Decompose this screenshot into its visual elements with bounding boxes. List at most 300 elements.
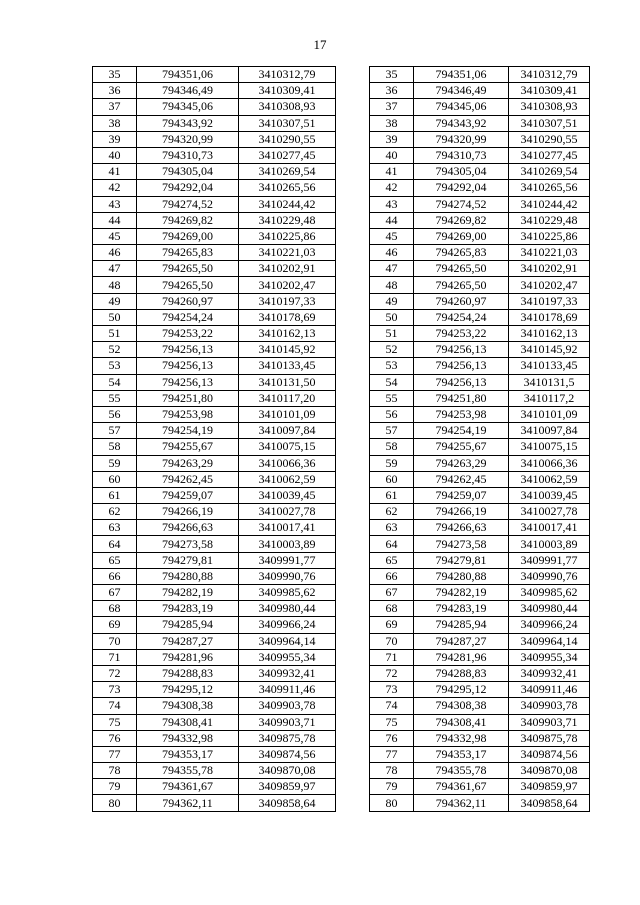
coordinates-table-left-body [93,67,336,812]
table-row [370,423,590,439]
y-coordinate-cell: 3410133,45 [509,358,590,374]
point-number-cell: 37 [93,99,137,115]
table-row [370,568,590,584]
y-coordinate-cell: 3410265,56 [239,180,336,196]
y-coordinate-cell: 3409955,34 [239,649,336,665]
y-coordinate-cell: 3410290,55 [509,131,590,147]
y-coordinate-cell: 3410131,50 [239,374,336,390]
x-coordinate-cell: 794351,06 [137,67,239,83]
x-coordinate-cell: 794279,81 [414,552,509,568]
y-coordinate-cell: 3409991,77 [239,552,336,568]
x-coordinate-cell: 794256,13 [414,342,509,358]
y-coordinate-cell: 3409980,44 [509,601,590,617]
table-row [93,665,336,681]
x-coordinate-cell: 794254,19 [414,423,509,439]
table-row [370,261,590,277]
point-number-cell: 77 [370,746,414,762]
x-coordinate-cell: 794353,17 [414,746,509,762]
x-coordinate-cell: 794266,19 [414,504,509,520]
x-coordinate-cell: 794346,49 [414,83,509,99]
x-coordinate-cell: 794259,07 [137,487,239,503]
table-row [93,358,336,374]
point-number-cell: 38 [370,115,414,131]
table-row [93,585,336,601]
table-row [370,115,590,131]
table-row [93,115,336,131]
point-number-cell: 55 [93,390,137,406]
x-coordinate-cell: 794256,13 [137,374,239,390]
y-coordinate-cell: 3409858,64 [239,795,336,811]
table-row [93,746,336,762]
point-number-cell: 62 [370,504,414,520]
point-number-cell: 75 [93,714,137,730]
y-coordinate-cell: 3409985,62 [239,585,336,601]
point-number-cell: 42 [93,180,137,196]
x-coordinate-cell: 794355,78 [414,763,509,779]
y-coordinate-cell: 3409875,78 [509,730,590,746]
point-number-cell: 46 [370,245,414,261]
x-coordinate-cell: 794320,99 [137,131,239,147]
point-number-cell: 57 [370,423,414,439]
x-coordinate-cell: 794361,67 [137,779,239,795]
point-number-cell: 72 [93,665,137,681]
table-row [93,455,336,471]
x-coordinate-cell: 794255,67 [137,439,239,455]
table-row [370,439,590,455]
table-row [93,763,336,779]
point-number-cell: 61 [93,487,137,503]
point-number-cell: 42 [370,180,414,196]
table-row [93,439,336,455]
point-number-cell: 56 [370,406,414,422]
table-row [93,714,336,730]
point-number-cell: 62 [93,504,137,520]
x-coordinate-cell: 794343,92 [414,115,509,131]
table-row [93,649,336,665]
point-number-cell: 39 [93,131,137,147]
x-coordinate-cell: 794283,19 [414,601,509,617]
table-row [93,423,336,439]
coordinates-table-right-body [370,67,590,812]
table-row [370,585,590,601]
table-row [93,277,336,293]
table-row [370,471,590,487]
x-coordinate-cell: 794281,96 [137,649,239,665]
y-coordinate-cell: 3410269,54 [509,164,590,180]
x-coordinate-cell: 794343,92 [137,115,239,131]
x-coordinate-cell: 794263,29 [414,455,509,471]
x-coordinate-cell: 794253,98 [414,406,509,422]
point-number-cell: 66 [370,568,414,584]
table-row [370,763,590,779]
x-coordinate-cell: 794292,04 [414,180,509,196]
point-number-cell: 64 [93,536,137,552]
y-coordinate-cell: 3410229,48 [239,212,336,228]
table-row [370,487,590,503]
point-number-cell: 54 [370,374,414,390]
table-row [370,601,590,617]
y-coordinate-cell: 3410312,79 [509,67,590,83]
x-coordinate-cell: 794305,04 [137,164,239,180]
point-number-cell: 75 [370,714,414,730]
point-number-cell: 67 [370,585,414,601]
table-row [370,455,590,471]
x-coordinate-cell: 794253,22 [414,326,509,342]
point-number-cell: 78 [370,763,414,779]
y-coordinate-cell: 3409903,71 [239,714,336,730]
x-coordinate-cell: 794308,41 [414,714,509,730]
x-coordinate-cell: 794295,12 [414,682,509,698]
point-number-cell: 49 [370,293,414,309]
table-row [93,552,336,568]
y-coordinate-cell: 3410202,47 [239,277,336,293]
y-coordinate-cell: 3409858,64 [509,795,590,811]
table-row [93,180,336,196]
point-number-cell: 47 [370,261,414,277]
y-coordinate-cell: 3410027,78 [509,504,590,520]
x-coordinate-cell: 794353,17 [137,746,239,762]
point-number-cell: 68 [370,601,414,617]
x-coordinate-cell: 794265,50 [414,261,509,277]
table-row [93,698,336,714]
point-number-cell: 56 [93,406,137,422]
table-row [93,471,336,487]
point-number-cell: 74 [370,698,414,714]
table-row [370,358,590,374]
point-number-cell: 36 [93,83,137,99]
x-coordinate-cell: 794265,83 [137,245,239,261]
point-number-cell: 50 [93,309,137,325]
point-number-cell: 45 [370,228,414,244]
point-number-cell: 70 [93,633,137,649]
point-number-cell: 59 [370,455,414,471]
x-coordinate-cell: 794269,00 [414,228,509,244]
y-coordinate-cell: 3410075,15 [509,439,590,455]
table-row [93,568,336,584]
table-row [93,67,336,83]
point-number-cell: 53 [370,358,414,374]
y-coordinate-cell: 3410117,2 [509,390,590,406]
coordinates-table-right [369,66,590,812]
y-coordinate-cell: 3409874,56 [239,746,336,762]
point-number-cell: 61 [370,487,414,503]
y-coordinate-cell: 3410244,42 [239,196,336,212]
table-row [93,779,336,795]
x-coordinate-cell: 794362,11 [414,795,509,811]
x-coordinate-cell: 794253,22 [137,326,239,342]
x-coordinate-cell: 794266,63 [414,520,509,536]
table-row [370,633,590,649]
y-coordinate-cell: 3410202,91 [509,261,590,277]
y-coordinate-cell: 3410269,54 [239,164,336,180]
table-row [370,293,590,309]
coordinates-table-left [92,66,336,812]
table-row [370,374,590,390]
table-row [93,601,336,617]
y-coordinate-cell: 3410162,13 [239,326,336,342]
y-coordinate-cell: 3410062,59 [509,471,590,487]
y-coordinate-cell: 3410225,86 [509,228,590,244]
y-coordinate-cell: 3410309,41 [239,83,336,99]
y-coordinate-cell: 3410131,5 [509,374,590,390]
table-row [370,746,590,762]
point-number-cell: 44 [93,212,137,228]
point-number-cell: 57 [93,423,137,439]
y-coordinate-cell: 3410244,42 [509,196,590,212]
y-coordinate-cell: 3409964,14 [239,633,336,649]
table-row [370,342,590,358]
table-row [370,795,590,811]
y-coordinate-cell: 3409980,44 [239,601,336,617]
x-coordinate-cell: 794308,41 [137,714,239,730]
x-coordinate-cell: 794280,88 [414,568,509,584]
y-coordinate-cell: 3409990,76 [509,568,590,584]
y-coordinate-cell: 3409903,71 [509,714,590,730]
x-coordinate-cell: 794308,38 [414,698,509,714]
x-coordinate-cell: 794351,06 [414,67,509,83]
point-number-cell: 68 [93,601,137,617]
x-coordinate-cell: 794260,97 [137,293,239,309]
y-coordinate-cell: 3410066,36 [239,455,336,471]
y-coordinate-cell: 3410101,09 [509,406,590,422]
point-number-cell: 44 [370,212,414,228]
table-row [93,164,336,180]
y-coordinate-cell: 3410221,03 [239,245,336,261]
y-coordinate-cell: 3410290,55 [239,131,336,147]
y-coordinate-cell: 3409875,78 [239,730,336,746]
y-coordinate-cell: 3410017,41 [509,520,590,536]
y-coordinate-cell: 3410197,33 [239,293,336,309]
point-number-cell: 40 [370,147,414,163]
y-coordinate-cell: 3409859,97 [239,779,336,795]
y-coordinate-cell: 3410265,56 [509,180,590,196]
x-coordinate-cell: 794292,04 [137,180,239,196]
point-number-cell: 69 [93,617,137,633]
point-number-cell: 73 [370,682,414,698]
point-number-cell: 48 [93,277,137,293]
x-coordinate-cell: 794280,88 [137,568,239,584]
y-coordinate-cell: 3410225,86 [239,228,336,244]
x-coordinate-cell: 794273,58 [137,536,239,552]
x-coordinate-cell: 794295,12 [137,682,239,698]
point-number-cell: 43 [370,196,414,212]
y-coordinate-cell: 3410307,51 [509,115,590,131]
point-number-cell: 58 [370,439,414,455]
x-coordinate-cell: 794346,49 [137,83,239,99]
y-coordinate-cell: 3409990,76 [239,568,336,584]
x-coordinate-cell: 794345,06 [137,99,239,115]
y-coordinate-cell: 3410039,45 [239,487,336,503]
y-coordinate-cell: 3410003,89 [509,536,590,552]
table-row [93,617,336,633]
x-coordinate-cell: 794255,67 [414,439,509,455]
point-number-cell: 52 [93,342,137,358]
x-coordinate-cell: 794265,50 [137,261,239,277]
table-row [93,212,336,228]
y-coordinate-cell: 3410133,45 [239,358,336,374]
point-number-cell: 48 [370,277,414,293]
y-coordinate-cell: 3410162,13 [509,326,590,342]
x-coordinate-cell: 794355,78 [137,763,239,779]
table-row [370,617,590,633]
point-number-cell: 80 [370,795,414,811]
y-coordinate-cell: 3410017,41 [239,520,336,536]
x-coordinate-cell: 794265,50 [137,277,239,293]
table-row [370,682,590,698]
table-row [93,245,336,261]
table-row [370,730,590,746]
table-row [93,326,336,342]
table-row [370,164,590,180]
y-coordinate-cell: 3410178,69 [509,309,590,325]
y-coordinate-cell: 3410145,92 [509,342,590,358]
table-row [370,714,590,730]
y-coordinate-cell: 3409874,56 [509,746,590,762]
x-coordinate-cell: 794274,52 [137,196,239,212]
y-coordinate-cell: 3410202,91 [239,261,336,277]
point-number-cell: 66 [93,568,137,584]
x-coordinate-cell: 794273,58 [414,536,509,552]
point-number-cell: 55 [370,390,414,406]
table-row [370,649,590,665]
x-coordinate-cell: 794256,13 [137,358,239,374]
y-coordinate-cell: 3410039,45 [509,487,590,503]
point-number-cell: 46 [93,245,137,261]
table-row [93,99,336,115]
y-coordinate-cell: 3410309,41 [509,83,590,99]
x-coordinate-cell: 794251,80 [137,390,239,406]
table-row [93,406,336,422]
table-row [370,228,590,244]
x-coordinate-cell: 794256,13 [414,374,509,390]
y-coordinate-cell: 3410027,78 [239,504,336,520]
y-coordinate-cell: 3410075,15 [239,439,336,455]
point-number-cell: 47 [93,261,137,277]
x-coordinate-cell: 794256,13 [137,342,239,358]
x-coordinate-cell: 794251,80 [414,390,509,406]
point-number-cell: 53 [93,358,137,374]
table-row [93,374,336,390]
y-coordinate-cell: 3409932,41 [239,665,336,681]
x-coordinate-cell: 794266,63 [137,520,239,536]
y-coordinate-cell: 3410145,92 [239,342,336,358]
table-row [370,536,590,552]
table-row [93,633,336,649]
table-row [370,277,590,293]
point-number-cell: 64 [370,536,414,552]
point-number-cell: 54 [93,374,137,390]
table-row [370,520,590,536]
x-coordinate-cell: 794362,11 [137,795,239,811]
y-coordinate-cell: 3410277,45 [509,147,590,163]
point-number-cell: 76 [370,730,414,746]
point-number-cell: 36 [370,83,414,99]
y-coordinate-cell: 3410307,51 [239,115,336,131]
point-number-cell: 80 [93,795,137,811]
point-number-cell: 50 [370,309,414,325]
table-row [370,245,590,261]
x-coordinate-cell: 794361,67 [414,779,509,795]
x-coordinate-cell: 794288,83 [414,665,509,681]
table-row [370,180,590,196]
x-coordinate-cell: 794254,19 [137,423,239,439]
table-row [370,83,590,99]
y-coordinate-cell: 3410003,89 [239,536,336,552]
y-coordinate-cell: 3409911,46 [239,682,336,698]
y-coordinate-cell: 3410308,93 [239,99,336,115]
y-coordinate-cell: 3409966,24 [239,617,336,633]
table-row [93,293,336,309]
point-number-cell: 73 [93,682,137,698]
point-number-cell: 52 [370,342,414,358]
y-coordinate-cell: 3409870,08 [239,763,336,779]
x-coordinate-cell: 794254,24 [414,309,509,325]
x-coordinate-cell: 794287,27 [137,633,239,649]
point-number-cell: 65 [370,552,414,568]
point-number-cell: 35 [93,67,137,83]
x-coordinate-cell: 794287,27 [414,633,509,649]
table-row [93,228,336,244]
point-number-cell: 65 [93,552,137,568]
point-number-cell: 78 [93,763,137,779]
x-coordinate-cell: 794266,19 [137,504,239,520]
x-coordinate-cell: 794320,99 [414,131,509,147]
table-row [93,520,336,536]
x-coordinate-cell: 794283,19 [137,601,239,617]
x-coordinate-cell: 794269,82 [137,212,239,228]
x-coordinate-cell: 794282,19 [414,585,509,601]
table-row [93,487,336,503]
x-coordinate-cell: 794281,96 [414,649,509,665]
point-number-cell: 63 [93,520,137,536]
x-coordinate-cell: 794285,94 [414,617,509,633]
point-number-cell: 70 [370,633,414,649]
y-coordinate-cell: 3410101,09 [239,406,336,422]
x-coordinate-cell: 794282,19 [137,585,239,601]
point-number-cell: 79 [370,779,414,795]
x-coordinate-cell: 794265,83 [414,245,509,261]
table-row [93,261,336,277]
point-number-cell: 72 [370,665,414,681]
y-coordinate-cell: 3410097,84 [239,423,336,439]
table-row [370,504,590,520]
x-coordinate-cell: 794288,83 [137,665,239,681]
table-row [370,326,590,342]
table-row [370,665,590,681]
x-coordinate-cell: 794310,73 [137,147,239,163]
y-coordinate-cell: 3410066,36 [509,455,590,471]
point-number-cell: 41 [93,164,137,180]
y-coordinate-cell: 3409859,97 [509,779,590,795]
table-row [370,212,590,228]
point-number-cell: 71 [93,649,137,665]
point-number-cell: 41 [370,164,414,180]
table-row [93,390,336,406]
x-coordinate-cell: 794279,81 [137,552,239,568]
table-row [370,147,590,163]
x-coordinate-cell: 794259,07 [414,487,509,503]
point-number-cell: 69 [370,617,414,633]
table-row [93,309,336,325]
point-number-cell: 45 [93,228,137,244]
table-row [93,730,336,746]
y-coordinate-cell: 3410221,03 [509,245,590,261]
point-number-cell: 35 [370,67,414,83]
point-number-cell: 60 [370,471,414,487]
table-row [370,196,590,212]
y-coordinate-cell: 3409870,08 [509,763,590,779]
point-number-cell: 43 [93,196,137,212]
